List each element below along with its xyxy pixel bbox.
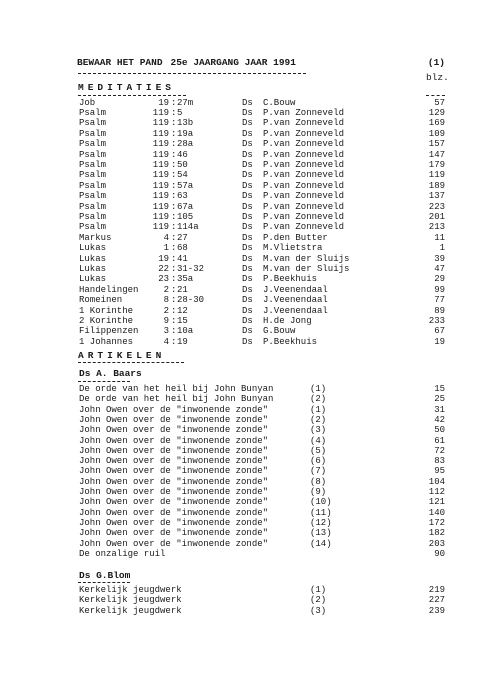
- meditatie-row: [79, 212, 445, 223]
- article-title: Kerkelijk jeugdwerk: [79, 605, 182, 616]
- bible-book: Lukas: [79, 263, 107, 274]
- verse-number: 105: [177, 211, 194, 222]
- ds-prefix: Ds: [242, 336, 253, 347]
- meditatie-row: [79, 337, 445, 348]
- page-ref: 31: [434, 404, 445, 415]
- chapter-number: 19: [158, 97, 169, 108]
- bible-book: Psalm: [79, 211, 107, 222]
- page-ref: 99: [434, 284, 445, 295]
- page-ref: 140: [428, 507, 445, 518]
- ds-prefix: Ds: [242, 107, 253, 118]
- author-name: P.van Zonneveld: [263, 222, 345, 233]
- author-name: P.van Zonneveld: [263, 191, 345, 202]
- author-name: G.Bouw: [263, 326, 296, 337]
- author-name: P.Beekhuis: [263, 274, 318, 285]
- verse-number: 31-32: [177, 263, 205, 274]
- page-ref: 61: [434, 435, 445, 446]
- ds-prefix: Ds: [242, 170, 253, 181]
- chapter-number: 4: [163, 336, 169, 347]
- ds-prefix: Ds: [242, 211, 253, 222]
- ds-prefix: Ds: [242, 201, 253, 212]
- ds-prefix: Ds: [242, 128, 253, 139]
- author-name: P.den Butter: [263, 232, 328, 243]
- meditatie-row: [79, 150, 445, 161]
- meditatie-row: [79, 98, 445, 109]
- page-ref: 169: [428, 118, 445, 129]
- verse-number: 35a: [177, 274, 194, 285]
- meditatie-row: [79, 129, 445, 140]
- page-ref: 239: [428, 605, 445, 616]
- article-title: Kerkelijk jeugdwerk: [79, 595, 182, 606]
- ds-prefix: Ds: [242, 222, 253, 233]
- author-name: M.van der Sluijs: [263, 263, 350, 274]
- verse-number: 114a: [177, 222, 199, 233]
- author-name: P.van Zonneveld: [263, 128, 345, 139]
- colon-separator: :: [171, 222, 177, 233]
- colon-separator: :: [171, 315, 177, 326]
- part-number: (2): [310, 595, 327, 606]
- bible-book: Lukas: [79, 243, 107, 254]
- part-number: (7): [310, 466, 327, 477]
- ds-prefix: Ds: [242, 243, 253, 254]
- page-ref: 201: [428, 211, 445, 222]
- author-rule: [78, 381, 130, 382]
- chapter-number: 4: [163, 232, 169, 243]
- chapter-number: 23: [158, 274, 169, 285]
- meditatie-row: [79, 139, 445, 150]
- artikelen-rule: [78, 362, 184, 363]
- article-title: John Owen over de "inwonende zonde": [79, 528, 269, 539]
- bible-book: 2 Korinthe: [79, 315, 134, 326]
- ds-prefix: Ds: [242, 97, 253, 108]
- volume-year: 25e JAARGANG JAAR 1991: [170, 57, 296, 68]
- verse-number: 12: [177, 305, 188, 316]
- page-ref: 227: [428, 595, 445, 606]
- bible-book: Psalm: [79, 170, 107, 181]
- chapter-number: 8: [163, 295, 169, 306]
- meditatie-row: [79, 306, 445, 317]
- ds-prefix: Ds: [242, 180, 253, 191]
- part-number: (12): [310, 517, 332, 528]
- meditatie-row: [79, 254, 445, 265]
- author-name: C.Bouw: [263, 97, 296, 108]
- bible-book: Psalm: [79, 222, 107, 233]
- part-number: (5): [310, 445, 327, 456]
- article-title: John Owen over de "inwonende zonde": [79, 507, 269, 518]
- author-heading: Ds G.Blom: [79, 570, 131, 581]
- chapter-number: 3: [163, 326, 169, 337]
- chapter-number: 119: [152, 128, 169, 139]
- chapter-number: 119: [152, 159, 169, 170]
- colon-separator: :: [171, 139, 177, 150]
- article-row: [79, 606, 445, 617]
- author-name: P.van Zonneveld: [263, 170, 345, 181]
- header-rule: [78, 73, 306, 74]
- author-name: P.van Zonneveld: [263, 107, 345, 118]
- page-ref: 223: [428, 201, 445, 212]
- page-header: [77, 57, 445, 68]
- verse-number: 41: [177, 253, 188, 264]
- colon-separator: :: [171, 149, 177, 160]
- verse-number: 50: [177, 159, 188, 170]
- part-number: (2): [310, 414, 327, 425]
- page-ref: 179: [428, 159, 445, 170]
- page-ref: 112: [428, 487, 445, 497]
- article-title: John Owen over de "inwonende zonde": [79, 487, 269, 497]
- verse-number: 19a: [177, 128, 194, 139]
- verse-number: 57a: [177, 180, 194, 191]
- meditatie-row: [79, 326, 445, 337]
- bible-book: Markus: [79, 232, 112, 243]
- blz-rule: [426, 95, 445, 96]
- ds-prefix: Ds: [242, 232, 253, 243]
- colon-separator: :: [171, 107, 177, 118]
- verse-number: 5: [177, 107, 183, 118]
- chapter-number: 119: [152, 107, 169, 118]
- author-name: P.van Zonneveld: [263, 211, 345, 222]
- page-ref: 95: [434, 466, 445, 477]
- page-ref: 157: [428, 139, 445, 150]
- meditatie-row: [79, 160, 445, 171]
- chapter-number: 119: [152, 118, 169, 129]
- article-title: Kerkelijk jeugdwerk: [79, 585, 182, 595]
- part-number: (2): [310, 394, 327, 405]
- part-number: (10): [310, 497, 332, 508]
- meditatie-row: [79, 222, 445, 233]
- bible-book: Job: [79, 97, 96, 108]
- page-ref: 121: [428, 497, 445, 508]
- meditatie-row: [79, 274, 445, 285]
- bible-book: 1 Korinthe: [79, 305, 134, 316]
- meditaties-heading: MEDITATIES: [78, 82, 176, 93]
- part-number: (13): [310, 528, 332, 539]
- part-number: (3): [310, 425, 327, 436]
- article-row: [79, 549, 445, 560]
- meditaties-rule: [78, 95, 186, 96]
- colon-separator: :: [171, 128, 177, 139]
- page-ref: 19: [434, 336, 445, 347]
- meditatie-row: [79, 170, 445, 181]
- article-title: John Owen over de "inwonende zonde": [79, 466, 269, 477]
- page-ref: 47: [434, 263, 445, 274]
- article-title: John Owen over de "inwonende zonde": [79, 476, 269, 487]
- ds-prefix: Ds: [242, 253, 253, 264]
- chapter-number: 119: [152, 170, 169, 181]
- meditatie-row: [79, 191, 445, 202]
- bible-book: Psalm: [79, 201, 107, 212]
- author-name: J.Veenendaal: [263, 295, 328, 306]
- page-ref: 42: [434, 414, 445, 425]
- colon-separator: :: [171, 191, 177, 202]
- bible-book: Filippenzen: [79, 326, 139, 337]
- chapter-number: 119: [152, 222, 169, 233]
- author-name: J.Veenendaal: [263, 284, 328, 295]
- article-title: De orde van het heil bij John Bunyan: [79, 394, 274, 405]
- chapter-number: 9: [163, 315, 169, 326]
- page-ref: 39: [434, 253, 445, 264]
- meditatie-row: [79, 108, 445, 119]
- verse-number: 54: [177, 170, 188, 181]
- page-ref: 57: [434, 97, 445, 108]
- colon-separator: :: [171, 326, 177, 337]
- colon-separator: :: [171, 284, 177, 295]
- page-ref: 83: [434, 456, 445, 467]
- chapter-number: 22: [158, 263, 169, 274]
- page-ref: 137: [428, 191, 445, 202]
- bible-book: Psalm: [79, 128, 107, 139]
- page-ref: 11: [434, 232, 445, 243]
- part-number: (4): [310, 435, 327, 446]
- chapter-number: 119: [152, 211, 169, 222]
- ds-prefix: Ds: [242, 315, 253, 326]
- page-ref: 119: [428, 170, 445, 181]
- ds-prefix: Ds: [242, 159, 253, 170]
- colon-separator: :: [171, 180, 177, 191]
- bible-book: Psalm: [79, 107, 107, 118]
- author-name: P.van Zonneveld: [263, 180, 345, 191]
- ds-prefix: Ds: [242, 295, 253, 306]
- chapter-number: 1: [163, 243, 169, 254]
- author-name: P.van Zonneveld: [263, 159, 345, 170]
- meditatie-row: [79, 118, 445, 129]
- colon-separator: :: [171, 253, 177, 264]
- ds-prefix: Ds: [242, 284, 253, 295]
- colon-separator: :: [171, 295, 177, 306]
- ds-prefix: Ds: [242, 274, 253, 285]
- part-number: (1): [310, 585, 327, 595]
- verse-number: 46: [177, 149, 188, 160]
- bible-book: Lukas: [79, 253, 107, 264]
- colon-separator: :: [171, 263, 177, 274]
- colon-separator: :: [171, 201, 177, 212]
- article-title: John Owen over de "inwonende zonde": [79, 425, 269, 436]
- part-number: (6): [310, 456, 327, 467]
- artikelen-heading: ARTIKELEN: [78, 350, 166, 361]
- author-name: M.van der Sluijs: [263, 253, 350, 264]
- verse-number: 19: [177, 336, 188, 347]
- part-number: (3): [310, 605, 327, 616]
- page-ref: 77: [434, 295, 445, 306]
- colon-separator: :: [171, 274, 177, 285]
- verse-number: 68: [177, 243, 188, 254]
- bible-book: Lukas: [79, 274, 107, 285]
- article-title: John Owen over de "inwonende zonde": [79, 435, 269, 446]
- ds-prefix: Ds: [242, 263, 253, 274]
- page-number: (1): [427, 57, 445, 68]
- page-ref: 172: [428, 517, 445, 528]
- bible-book: Psalm: [79, 159, 107, 170]
- verse-number: 28a: [177, 139, 194, 150]
- bible-book: Handelingen: [79, 284, 139, 295]
- colon-separator: :: [171, 232, 177, 243]
- colon-separator: :: [171, 118, 177, 129]
- ds-prefix: Ds: [242, 139, 253, 150]
- page-ref: 213: [428, 222, 445, 233]
- page-ref: 89: [434, 305, 445, 316]
- part-number: (8): [310, 476, 327, 487]
- bible-book: Psalm: [79, 180, 107, 191]
- author-name: P.van Zonneveld: [263, 139, 345, 150]
- article-title: John Owen over de "inwonende zonde": [79, 497, 269, 508]
- verse-number: 67a: [177, 201, 194, 212]
- part-number: (9): [310, 487, 327, 497]
- colon-separator: :: [171, 243, 177, 254]
- page-ref: 72: [434, 445, 445, 456]
- ds-prefix: Ds: [242, 326, 253, 337]
- article-title: John Owen over de "inwonende zonde": [79, 456, 269, 467]
- chapter-number: 119: [152, 180, 169, 191]
- page-ref: 1: [439, 243, 445, 254]
- bible-book: 1 Johannes: [79, 336, 134, 347]
- verse-number: 21: [177, 284, 188, 295]
- chapter-number: 119: [152, 191, 169, 202]
- page-ref: 129: [428, 107, 445, 118]
- chapter-number: 119: [152, 149, 169, 160]
- ds-prefix: Ds: [242, 149, 253, 160]
- article-title: John Owen over de "inwonende zonde": [79, 538, 269, 549]
- blz-label: blz.: [426, 72, 449, 83]
- page-ref: 109: [428, 128, 445, 139]
- author-name: P.van Zonneveld: [263, 118, 345, 129]
- page-ref: 15: [434, 384, 445, 394]
- page-ref: 25: [434, 394, 445, 405]
- chapter-number: 2: [163, 305, 169, 316]
- colon-separator: :: [171, 336, 177, 347]
- verse-number: 27m: [177, 97, 194, 108]
- meditatie-row: [79, 316, 445, 327]
- article-title: De orde van het heil bij John Bunyan: [79, 384, 274, 394]
- article-title: John Owen over de "inwonende zonde": [79, 414, 269, 425]
- verse-number: 15: [177, 315, 188, 326]
- page-ref: 50: [434, 425, 445, 436]
- author-heading: Ds A. Baars: [79, 368, 142, 379]
- meditatie-row: [79, 285, 445, 296]
- article-title: John Owen over de "inwonende zonde": [79, 517, 269, 528]
- author-name: H.de Jong: [263, 315, 312, 326]
- author-name: P.Beekhuis: [263, 336, 318, 347]
- ds-prefix: Ds: [242, 191, 253, 202]
- meditatie-row: [79, 295, 445, 306]
- part-number: (14): [310, 538, 332, 549]
- page-ref: 233: [428, 315, 445, 326]
- page-ref: 90: [434, 548, 445, 559]
- bible-book: Psalm: [79, 139, 107, 150]
- author-name: M.Vlietstra: [263, 243, 323, 254]
- meditatie-row: [79, 243, 445, 254]
- magazine-title: BEWAAR HET PAND: [77, 57, 163, 68]
- bible-book: Romeinen: [79, 295, 123, 306]
- bible-book: Psalm: [79, 149, 107, 160]
- verse-number: 63: [177, 191, 188, 202]
- part-number: (1): [310, 404, 327, 415]
- author-name: P.van Zonneveld: [263, 149, 345, 160]
- page-ref: 182: [428, 528, 445, 539]
- verse-number: 13b: [177, 118, 194, 129]
- ds-prefix: Ds: [242, 305, 253, 316]
- part-number: (11): [310, 507, 332, 518]
- page-ref: 67: [434, 326, 445, 337]
- meditatie-row: [79, 233, 445, 244]
- meditatie-row: [79, 264, 445, 275]
- article-title: John Owen over de "inwonende zonde": [79, 404, 269, 415]
- chapter-number: 119: [152, 139, 169, 150]
- author-name: P.van Zonneveld: [263, 201, 345, 212]
- author-name: J.Veenendaal: [263, 305, 328, 316]
- page-ref: 104: [428, 476, 445, 487]
- colon-separator: :: [171, 305, 177, 316]
- article-title: John Owen over de "inwonende zonde": [79, 445, 269, 456]
- chapter-number: 2: [163, 284, 169, 295]
- part-number: (1): [310, 384, 327, 394]
- page-ref: 219: [428, 585, 445, 595]
- page-ref: 189: [428, 180, 445, 191]
- page-ref: 203: [428, 538, 445, 549]
- colon-separator: :: [171, 170, 177, 181]
- meditatie-row: [79, 202, 445, 213]
- chapter-number: 19: [158, 253, 169, 264]
- colon-separator: :: [171, 97, 177, 108]
- page-ref: 29: [434, 274, 445, 285]
- bible-book: Psalm: [79, 118, 107, 129]
- author-rule: [78, 582, 130, 583]
- colon-separator: :: [171, 159, 177, 170]
- ds-prefix: Ds: [242, 118, 253, 129]
- page-ref: 147: [428, 149, 445, 160]
- meditatie-row: [79, 181, 445, 192]
- bible-book: Psalm: [79, 191, 107, 202]
- article-title: De onzalige ruil: [79, 548, 166, 559]
- chapter-number: 119: [152, 201, 169, 212]
- verse-number: 27: [177, 232, 188, 243]
- colon-separator: :: [171, 211, 177, 222]
- verse-number: 10a: [177, 326, 194, 337]
- verse-number: 28-30: [177, 295, 205, 306]
